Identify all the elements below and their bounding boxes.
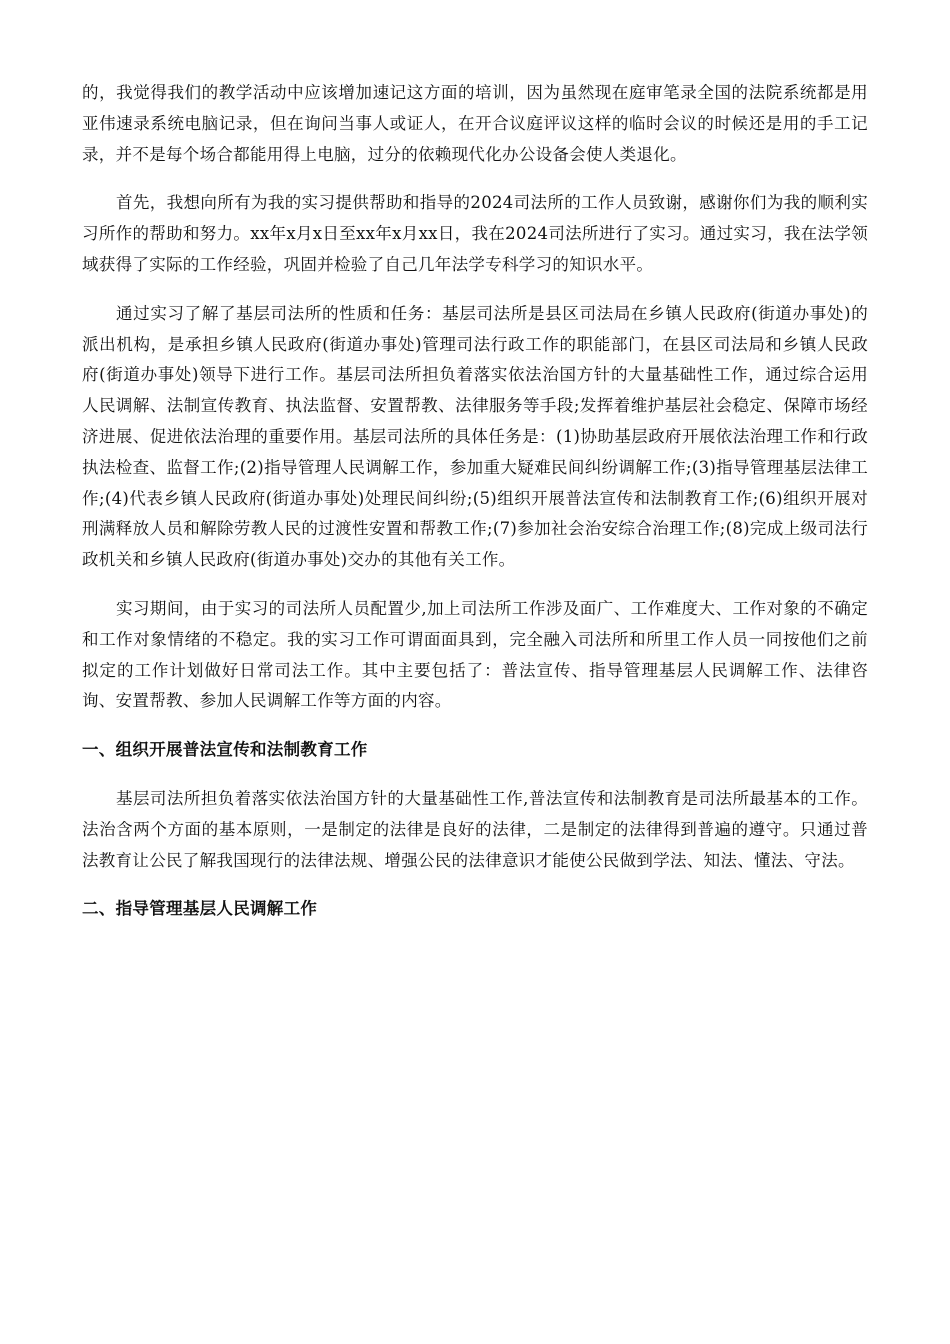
paragraph-internship-period: 实习期间，由于实习的司法所人员配置少,加上司法所工作涉及面广、工作难度大、工作对象的不确定和工作对象情绪的不稳定。我的实习工作可谓面面具到，完全融入司法所和所里工作人员一同按他们之前拟定的工作计划做好日常司法工作。其中主要包括了：普法宣传、指导管理基层人民调解工作、法律咨询、安置帮教、参加人民调解工作等方面的内容。 (82, 598, 868, 711)
section-heading-2: 二、指导管理基层人民调解工作 (82, 899, 318, 919)
paragraph-acknowledgement: 首先，我想向所有为我的实习提供帮助和指导的2024司法所的工作人员致谢，感谢你们为我的顺利实习所作的帮助和努力。xx年x月x日至xx年x月xx日，我在2024司法所进行了实习。通过实习，我在法学领域获得了实际的工作经验，巩固并检验了自己几年法学专科学习的知识水平。 (82, 193, 868, 274)
paragraph-continued: 的，我觉得我们的教学活动中应该增加速记这方面的培训，因为虽然现在庭审笔录全国的法院系统都是用亚伟速录系统电脑记录，但在询问当事人或证人，在开合议庭评议这样的临时会议的时候还是用的手工记录，并不是每个场合都能用得上电脑，过分的依赖现代化办公设备会使人类退化。 (82, 83, 868, 164)
section-heading-1: 一、组织开展普法宣传和法制教育工作 (82, 740, 368, 760)
paragraph-legal-publicity: 基层司法所担负着落实依法治国方针的大量基础性工作,普法宣传和法制教育是司法所最基本的工作。法治含两个方面的基本原则，一是制定的法律是良好的法律，二是制定的法律得到普遍的遵守。只通过普法教育让公民了解我国现行的法律法规、增强公民的法律意识才能使公民做到学法、知法、懂法、守法。 (82, 788, 868, 870)
paragraph-nature-and-tasks: 通过实习了解了基层司法所的性质和任务：基层司法所是县区司法局在乡镇人民政府(街道办事处)的派出机构，是承担乡镇人民政府(街道办事处)管理司法行政工作的职能部门，在县区司法局和乡镇人民政府(街道办事处)领导下进行工作。基层司法所担负着落实依法治国方针的大量基础性工作，通过综合运用人民调解、法制宣传教育、执法监督、安置帮教、法律服务等手段;发挥着维护基层社会稳定、保障市场经济进展、促进依法治理的重要作用。基层司法所的具体任务是：(1)协助基层政府开展依法治理工作和行政执法检查、监督工作;(2)指导管理人民调解工作，参加重大疑难民间纠纷调解工作;(3)指导管理基层法律工作;(4)代表乡镇人民政府(街道办事处)处理民间纠纷;(5)组织开展普法宣传和法制教育工作;(6)组织开展对刑满释放人员和解除劳教人民的过渡性安置和帮教工作;(7)参加社会治安综合治理工作;(8)完成上级司法行政机关和乡镇人民政府(街道办事处)交办的其他有关工作。 (82, 303, 868, 570)
document-page (82, 78, 868, 943)
